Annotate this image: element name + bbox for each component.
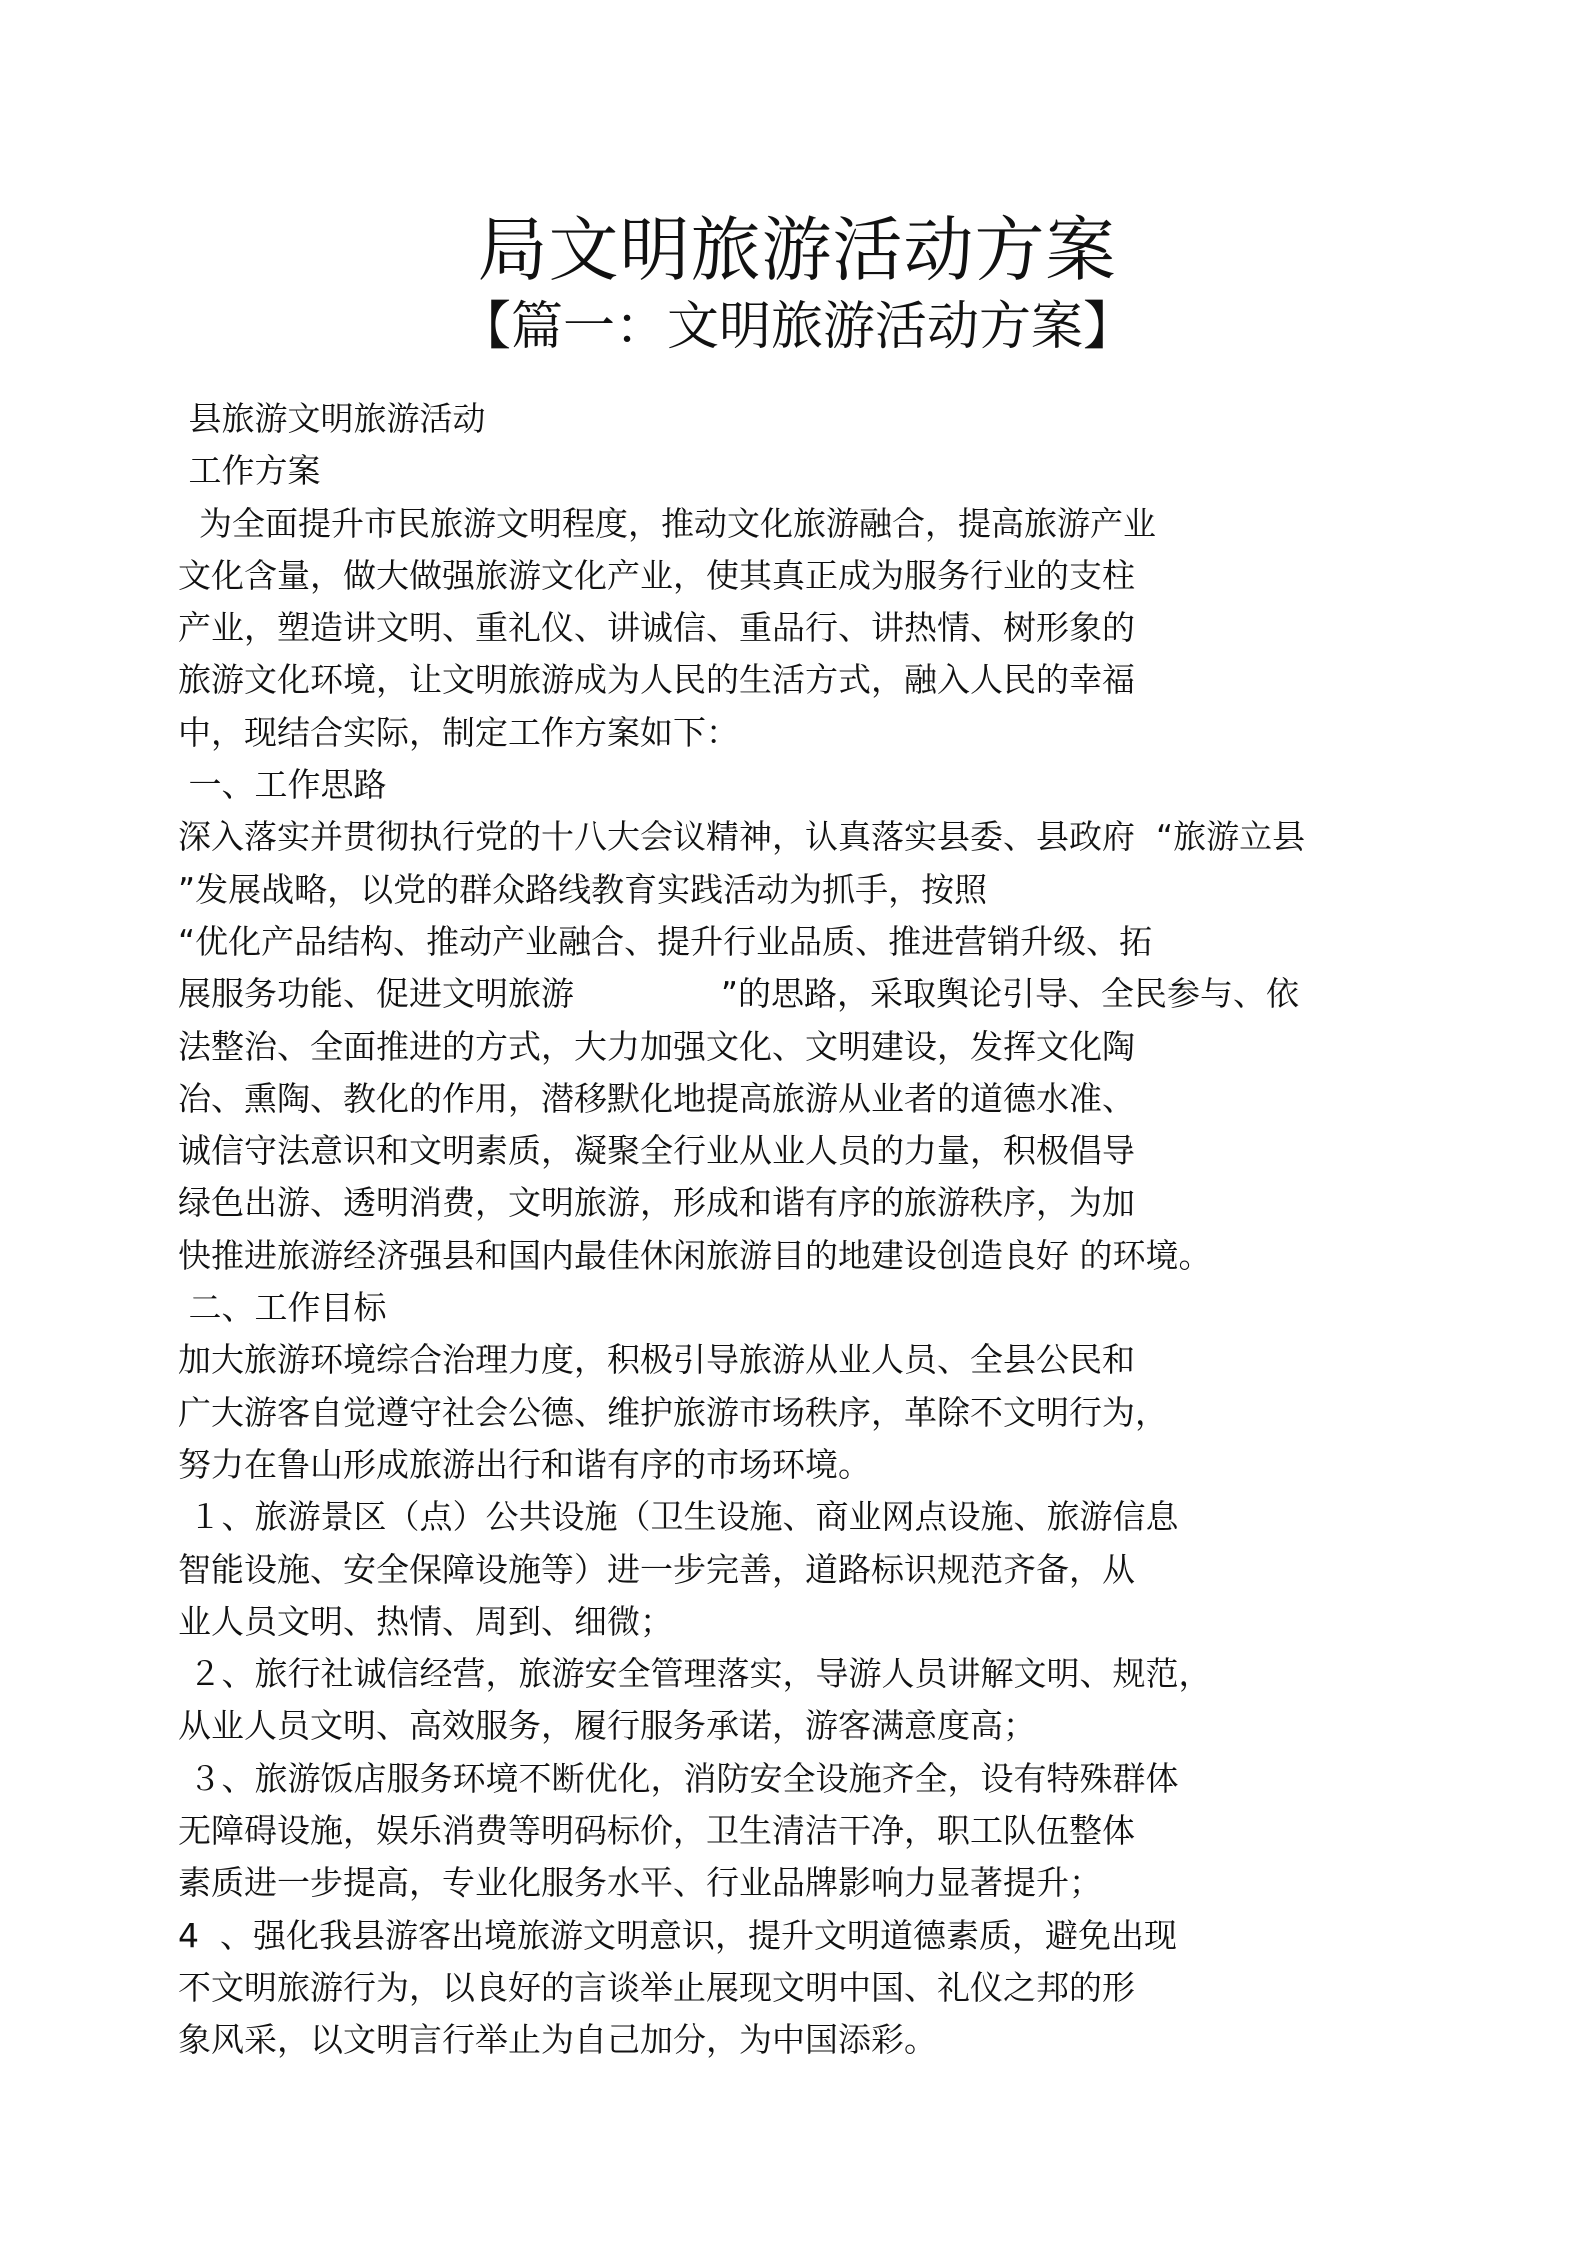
body-line: ２、旅行社诚信经营，旅游安全管理落实，导游人员讲解文明、规范， bbox=[178, 1654, 1212, 1694]
body-line: 绿色出游、透明消费，文明旅游，形成和谐有序的旅游秩序，为加 bbox=[178, 1183, 1135, 1223]
body-line: 诚信守法意识和文明素质，凝聚全行业从业人员的力量，积极倡导 bbox=[178, 1131, 1135, 1171]
body-line: 智能设施、安全保障设施等）进一步完善，道路标识规范齐备，从 bbox=[178, 1549, 1135, 1589]
body-line: ”发展战略，以党的群众路线教育实践活动为抓手，按照 bbox=[178, 869, 988, 909]
body-line: 业人员文明、热情、周到、细微； bbox=[178, 1601, 673, 1641]
body-line: ３、旅游饭店服务环境不断优化，消防安全设施齐全，设有特殊群体 bbox=[178, 1758, 1179, 1798]
body-line: 从业人员文明、高效服务，履行服务承诺，游客满意度高； bbox=[178, 1706, 1036, 1746]
body-line: “优化产品结构、推动产业融合、提升行业品质、推进营销升级、拓 bbox=[178, 921, 1153, 961]
body-line: 法整治、全面推进的方式，大力加强文化、文明建设，发挥文化陶 bbox=[178, 1026, 1135, 1066]
document-subtitle: 【篇一：文明旅游活动方案】 bbox=[458, 297, 1135, 357]
body-line: 无障碍设施，娱乐消费等明码标价，卫生清洁干净，职工队伍整体 bbox=[178, 1811, 1135, 1851]
body-line: 县旅游文明旅游活动 bbox=[178, 399, 486, 438]
body-line: 二、工作目标 bbox=[178, 1288, 387, 1328]
body-line: 旅游文化环境，让文明旅游成为人民的生活方式，融入人民的幸福 bbox=[178, 660, 1135, 700]
body-line: 加大旅游环境综合治理力度，积极引导旅游从业人员、全县公民和 bbox=[178, 1340, 1135, 1380]
body-line: 工作方案 bbox=[178, 451, 321, 491]
body-line: 广大游客自觉遵守社会公德、维护旅游市场秩序，革除不文明行为， bbox=[178, 1392, 1168, 1432]
body-line: 为全面提升市民旅游文明程度，推动文化旅游融合，提高旅游产业 bbox=[178, 503, 1156, 543]
document-title: 局文明旅游活动方案 bbox=[477, 209, 1117, 291]
body-line: 不文明旅游行为，以良好的言谈举止展现文明中国、礼仪之邦的形 bbox=[178, 1967, 1135, 2007]
body-line: 努力在鲁山形成旅游出行和谐有序的市场环境。 bbox=[178, 1444, 871, 1484]
body-line: 快推进旅游经济强县和国内最佳休闲旅游目的地建设创造良好 的环境。 bbox=[178, 1235, 1212, 1275]
body-line: 素质进一步提高，专业化服务水平、行业品牌影响力显著提升； bbox=[178, 1863, 1102, 1903]
body-line: 深入落实并贯彻执行党的十八大会议精神，认真落实县委、县政府 “旅游立县 bbox=[178, 817, 1306, 857]
body-line: 冶、熏陶、教化的作用，潜移默化地提高旅游从业者的道德水准、 bbox=[178, 1078, 1135, 1118]
body-line: １、旅游景区（点）公共设施（卫生设施、商业网点设施、旅游信息 bbox=[178, 1497, 1179, 1537]
body-line: 一、工作思路 bbox=[178, 765, 387, 805]
body-line: 展服务功能、促进文明旅游 ”的思路，采取舆论引导、全民参与、依 bbox=[178, 974, 1299, 1014]
document-body bbox=[178, 393, 1438, 2067]
body-line: 象风采，以文明言行举止为自己加分，为中国添彩。 bbox=[178, 2020, 937, 2060]
body-line: 4 、强化我县游客出境旅游文明意识，提升文明道德素质，避免出现 bbox=[178, 1915, 1177, 1955]
body-line: 文化含量，做大做强旅游文化产业，使其真正成为服务行业的支柱 bbox=[178, 555, 1135, 595]
body-line: 产业，塑造讲文明、重礼仪、讲诚信、重品行、讲热情、树形象的 bbox=[178, 608, 1135, 648]
body-line: 中，现结合实际，制定工作方案如下： bbox=[178, 712, 739, 752]
